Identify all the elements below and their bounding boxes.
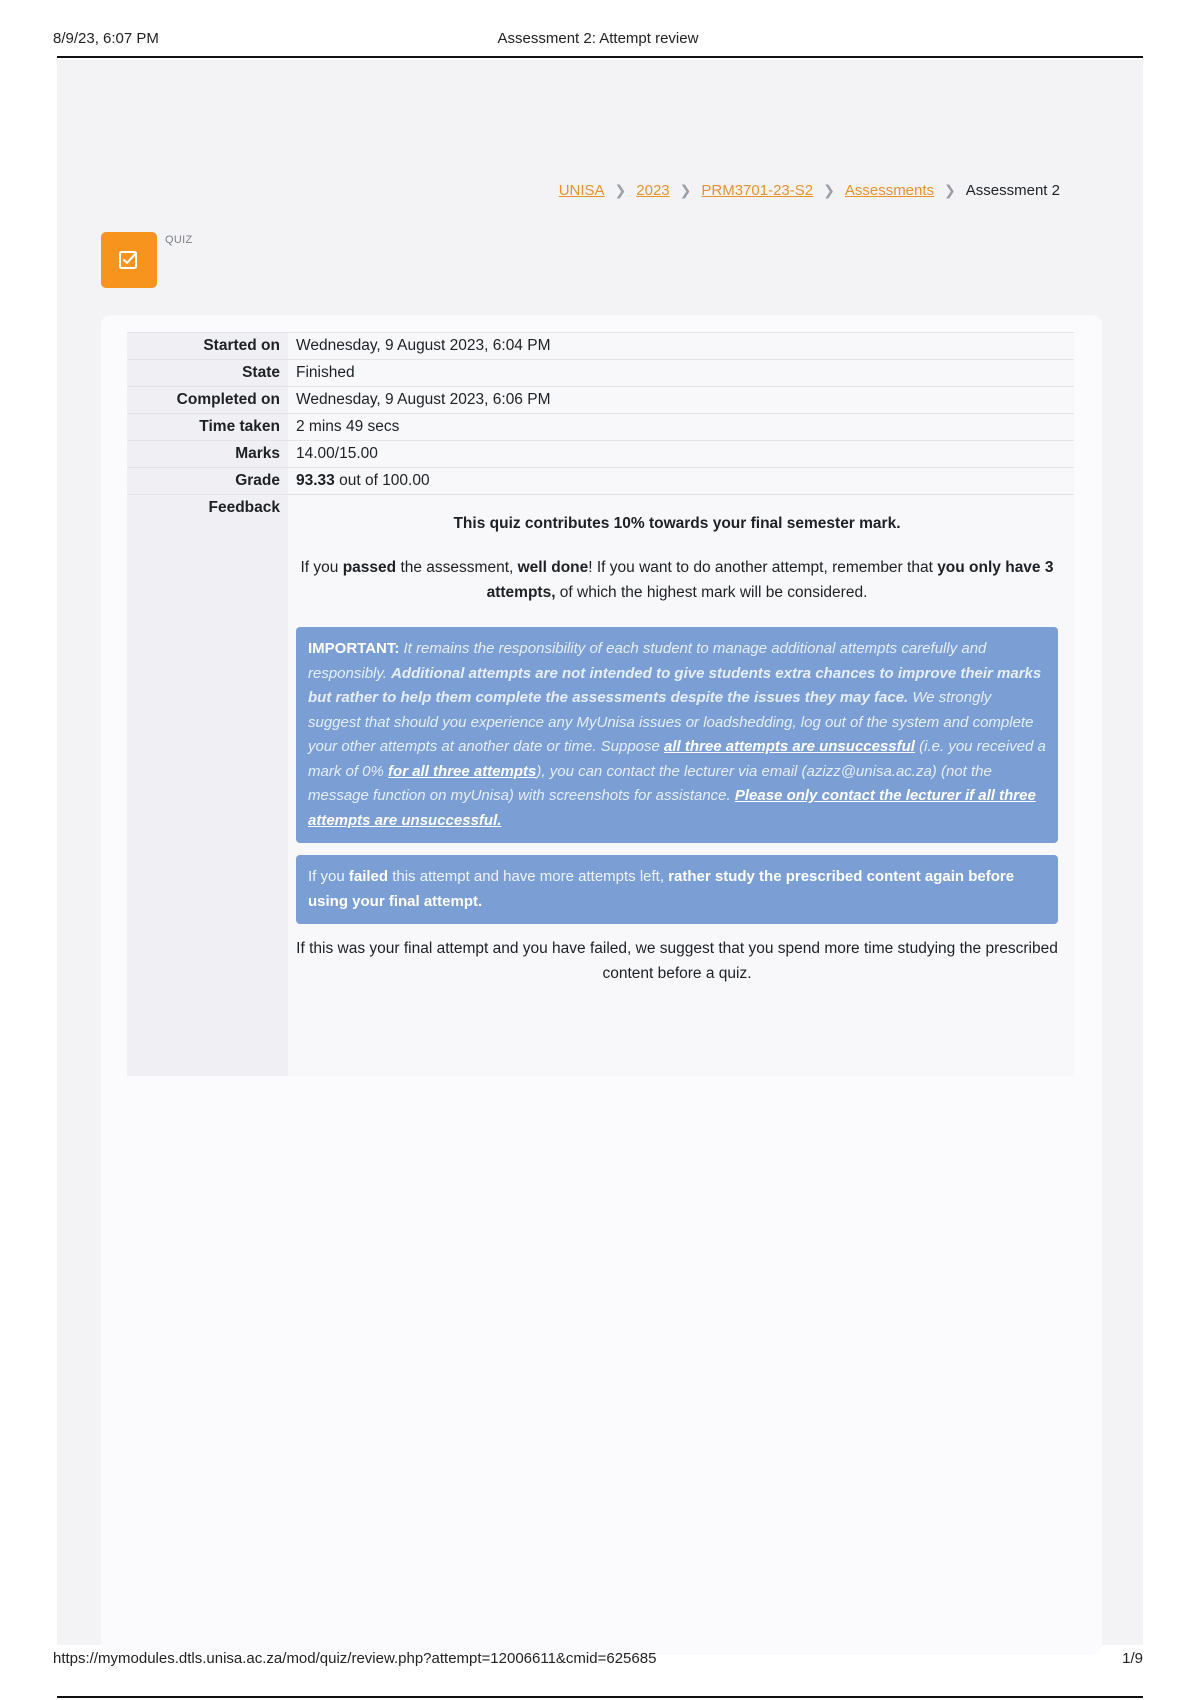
grade-out-of: out of 100.00 [334, 472, 430, 489]
breadcrumb-link-assessments[interactable]: Assessments [844, 182, 935, 199]
chevron-right-icon: ❯ [679, 182, 692, 198]
table-row [127, 387, 1074, 414]
marks-label: Marks [127, 441, 288, 468]
checkbox-edit-icon [117, 248, 141, 272]
chevron-right-icon: ❯ [944, 182, 956, 198]
time-taken-label: Time taken [127, 414, 288, 441]
breadcrumb [559, 182, 1060, 199]
header-rule [57, 56, 1143, 58]
breadcrumb-link-course[interactable]: PRM3701-23-S2 [701, 182, 814, 199]
started-on-label: Started on [127, 333, 288, 360]
chevron-right-icon: ❯ [823, 182, 835, 198]
table-row [127, 360, 1074, 387]
breadcrumb-current: Assessment 2 [965, 182, 1060, 199]
feedback-passed-text: If you passed the assessment, well done! If you want to do another attempt, remember that you only have 3 attempts, of which the highest mark will be considered. [300, 559, 1054, 601]
completed-on-label: Completed on [127, 387, 288, 414]
grade-score: 93.33 [296, 472, 335, 489]
feedback-final-text: If this was your final attempt and you have failed, we suggest that you spend more time studying the prescribed content before a quiz. [296, 940, 1058, 982]
table-row [127, 495, 1074, 1077]
state-value: Finished [288, 360, 1074, 387]
feedback-label: Feedback [127, 495, 288, 1077]
table-row [127, 441, 1074, 468]
table-row [127, 468, 1074, 495]
quiz-activity-icon [101, 232, 157, 288]
feedback-heading: This quiz contributes 10% towards your final semester mark. [453, 515, 901, 532]
page-url: https://mymodules.dtls.unisa.ac.za/mod/quiz/review.php?attempt=12006611&cmid=625685 [53, 1650, 657, 1667]
breadcrumb-link-year[interactable]: 2023 [636, 182, 670, 199]
chevron-right-icon: ❯ [614, 182, 627, 198]
important-notice-box: IMPORTANT: It remains the responsibility of each student to manage additional attempts carefully and responsibly. Additional attempts are not intended to give students extra chances to improve their marks but rather to help them complete the assessments despite the issues they may face. We strongly suggest that should you experience any MyUnisa issues or loadshedding, log out of the system and complete your other attempts at another date or time. Suppose all three attempts are unsuccessful (i.e. you received a mark of 0% for all three attempts), you can contact the lecturer via email (azizz@unisa.ac.za) (not the message function on myUnisa) with screenshots for assistance. Please only contact the lecturer if all three attempts are unsuccessful. [296, 627, 1058, 843]
table-row [127, 414, 1074, 441]
page-number: 1/9 [1122, 1650, 1143, 1667]
print-title: Assessment 2: Attempt review [497, 30, 699, 47]
print-date: 8/9/23, 6:07 PM [53, 30, 159, 47]
time-taken-value: 2 mins 49 secs [288, 414, 1074, 441]
attempt-summary-table [127, 332, 1074, 1076]
breadcrumb-link-unisa[interactable]: UNISA [558, 182, 605, 199]
started-on-value: Wednesday, 9 August 2023, 6:04 PM [288, 333, 1074, 360]
marks-value: 14.00/15.00 [288, 441, 1074, 468]
failed-notice-box: If you failed this attempt and have more attempts left, rather study the prescribed content again before using your final attempt. [296, 855, 1058, 924]
print-header [53, 28, 1143, 56]
feedback-content [288, 495, 1074, 1077]
state-label: State [127, 360, 288, 387]
footer-rule [57, 1696, 1143, 1698]
grade-label: Grade [127, 468, 288, 495]
grade-value [288, 468, 1074, 495]
quiz-type-label: QUIZ [165, 234, 193, 246]
table-row [127, 333, 1074, 360]
completed-on-value: Wednesday, 9 August 2023, 6:06 PM [288, 387, 1074, 414]
